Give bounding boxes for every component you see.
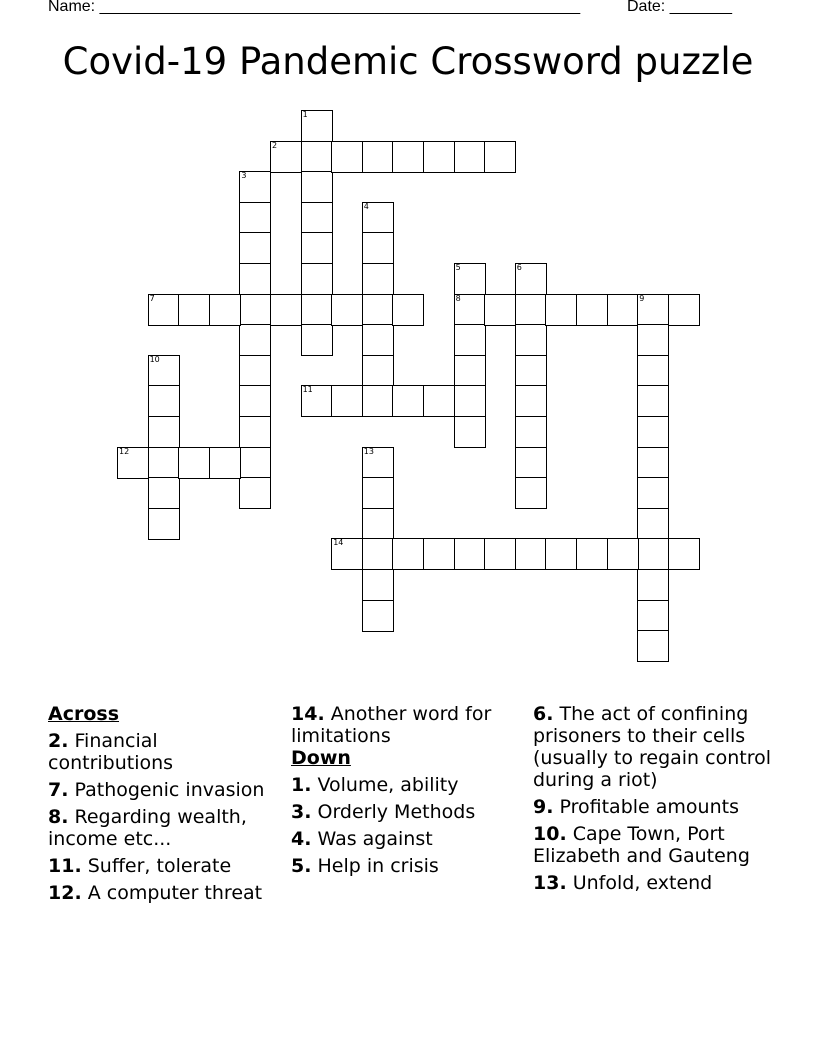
grid-cell[interactable] — [362, 294, 394, 326]
grid-cell[interactable] — [331, 141, 363, 173]
page-title: Covid-19 Pandemic Crossword puzzle — [62, 40, 754, 83]
grid-cell[interactable] — [301, 202, 333, 234]
across-clue-14: 14. Another word for limitations — [291, 703, 492, 747]
grid-cell[interactable] — [209, 294, 241, 326]
grid-cell[interactable] — [331, 294, 363, 326]
grid-cell[interactable] — [301, 294, 333, 326]
clue-number: 9 — [639, 293, 645, 303]
grid-cell[interactable] — [454, 355, 486, 387]
grid-cell[interactable] — [515, 324, 547, 356]
grid-cell[interactable] — [637, 447, 669, 479]
grid-cell[interactable] — [454, 324, 486, 356]
grid-cell[interactable] — [454, 141, 486, 173]
grid-cell[interactable] — [637, 294, 669, 326]
grid-cell[interactable] — [637, 508, 669, 540]
down-clue-9: 9. Profitable amounts — [533, 796, 739, 818]
grid-cell[interactable] — [239, 355, 271, 387]
grid-cell[interactable] — [637, 477, 669, 509]
across-clue-11: 11. Suffer, tolerate — [48, 855, 232, 877]
grid-cell[interactable] — [515, 294, 547, 326]
grid-cell[interactable] — [148, 294, 180, 326]
grid-cell[interactable] — [515, 447, 547, 479]
grid-cell[interactable] — [362, 263, 394, 295]
clue-number: 10 — [149, 354, 160, 364]
across-clue-8: 8. Regarding wealth, income etc... — [48, 806, 247, 850]
grid-cell[interactable] — [239, 232, 271, 264]
grid-cell[interactable] — [148, 477, 180, 509]
grid-cell[interactable] — [392, 294, 424, 326]
grid-cell[interactable] — [301, 141, 333, 173]
grid-cell[interactable] — [515, 416, 547, 448]
grid-cell[interactable] — [607, 294, 639, 326]
down-clue-3: 3. Orderly Methods — [291, 801, 476, 823]
grid-cell[interactable] — [668, 538, 700, 570]
clue-number: 13 — [363, 446, 374, 456]
grid-cell[interactable] — [362, 385, 394, 417]
grid-cell[interactable] — [637, 569, 669, 601]
grid-cell[interactable] — [301, 263, 333, 295]
grid-cell[interactable] — [209, 447, 241, 479]
grid-cell[interactable] — [362, 232, 394, 264]
clue-number: 14 — [333, 538, 344, 548]
grid-cell[interactable] — [362, 477, 394, 509]
grid-cell[interactable] — [362, 202, 394, 234]
grid-cell[interactable] — [117, 447, 149, 479]
clue-number: 8 — [455, 293, 461, 303]
clue-number: 12 — [119, 446, 130, 456]
grid-cell[interactable] — [239, 416, 271, 448]
grid-cell[interactable] — [362, 508, 394, 540]
grid-cell[interactable] — [362, 569, 394, 601]
grid-cell[interactable] — [362, 538, 394, 570]
down-clue-13: 13. Unfold, extend — [533, 872, 713, 894]
grid-cell[interactable] — [301, 385, 333, 417]
grid-cell[interactable] — [148, 416, 180, 448]
grid-cell[interactable] — [607, 538, 639, 570]
clues-column-3 — [533, 703, 773, 899]
grid-cell[interactable] — [454, 385, 486, 417]
grid-cell[interactable] — [148, 508, 180, 540]
grid-cell[interactable] — [515, 538, 547, 570]
grid-cell[interactable] — [545, 538, 577, 570]
across-clue-12: 12. A computer threat — [48, 882, 263, 904]
clue-number: 11 — [302, 385, 313, 395]
grid-cell[interactable] — [392, 538, 424, 570]
grid-cell[interactable] — [239, 385, 271, 417]
grid-cell[interactable] — [454, 294, 486, 326]
down-clue-6: 6. The act of confining prisoners to their cells (usually to regain control during a riot) — [533, 703, 772, 791]
grid-cell[interactable] — [545, 294, 577, 326]
grid-cell[interactable] — [484, 141, 516, 173]
grid-cell[interactable] — [454, 263, 486, 295]
grid-cell[interactable] — [239, 477, 271, 509]
grid-cell[interactable] — [515, 477, 547, 509]
grid-cell[interactable] — [637, 600, 669, 632]
grid-cell[interactable] — [515, 385, 547, 417]
grid-cell[interactable] — [362, 141, 394, 173]
grid-cell[interactable] — [239, 202, 271, 234]
grid-cell[interactable] — [301, 232, 333, 264]
grid-cell[interactable] — [637, 355, 669, 387]
grid-cell[interactable] — [301, 171, 333, 203]
grid-cell[interactable] — [392, 385, 424, 417]
grid-cell[interactable] — [423, 385, 455, 417]
grid-cell[interactable] — [423, 538, 455, 570]
grid-cell[interactable] — [178, 294, 210, 326]
grid-cell[interactable] — [270, 141, 302, 173]
grid-cell[interactable] — [239, 171, 271, 203]
grid-cell[interactable] — [362, 447, 394, 479]
down-heading: Down — [291, 747, 351, 769]
grid-cell[interactable] — [301, 110, 333, 142]
grid-cell[interactable] — [668, 294, 700, 326]
down-clue-4: 4. Was against — [291, 828, 433, 850]
grid-cell[interactable] — [515, 263, 547, 295]
grid-cell[interactable] — [637, 385, 669, 417]
grid-cell[interactable] — [637, 324, 669, 356]
grid-cell[interactable] — [637, 416, 669, 448]
down-clue-5: 5. Help in crisis — [291, 855, 439, 877]
grid-cell[interactable] — [637, 630, 669, 662]
grid-cell[interactable] — [239, 447, 271, 479]
grid-cell[interactable] — [362, 324, 394, 356]
clue-number: 6 — [516, 263, 522, 272]
date-line[interactable]: Date: _______ — [627, 0, 732, 15]
clues-column-2 — [291, 703, 526, 882]
across-heading: Across — [48, 703, 120, 725]
clue-number: 2 — [272, 140, 278, 150]
grid-cell[interactable] — [148, 447, 180, 479]
grid-cell[interactable] — [576, 538, 608, 570]
clue-number: 5 — [455, 263, 461, 272]
across-clue-7: 7. Pathogenic invasion — [48, 779, 265, 801]
grid-cell[interactable] — [454, 538, 486, 570]
grid-cell[interactable] — [239, 263, 271, 295]
grid-cell[interactable] — [392, 141, 424, 173]
name-line[interactable]: Name: ______________________________________________________ — [48, 0, 581, 15]
clue-number: 1 — [302, 110, 308, 119]
down-clue-10: 10. Cape Town, Port Elizabeth and Gauteng — [533, 823, 750, 867]
grid-cell[interactable] — [484, 294, 516, 326]
clue-number: 7 — [149, 293, 155, 303]
grid-cell[interactable] — [331, 385, 363, 417]
grid-cell[interactable] — [148, 385, 180, 417]
grid-cell[interactable] — [178, 447, 210, 479]
grid-cell[interactable] — [362, 355, 394, 387]
clue-number: 4 — [363, 201, 369, 211]
grid-cell[interactable] — [239, 294, 271, 326]
across-clue-2: 2. Financial contributions — [48, 730, 174, 774]
grid-cell[interactable] — [331, 538, 363, 570]
grid-cell[interactable] — [270, 294, 302, 326]
grid-cell[interactable] — [301, 324, 333, 356]
grid-cell[interactable] — [239, 324, 271, 356]
clues-column-1 — [48, 703, 283, 909]
grid-cell[interactable] — [576, 294, 608, 326]
clue-number: 3 — [241, 171, 247, 181]
grid-cell[interactable] — [148, 355, 180, 387]
grid-cell[interactable] — [484, 538, 516, 570]
down-clue-1: 1. Volume, ability — [291, 774, 459, 796]
grid-cell[interactable] — [637, 538, 669, 570]
grid-cell[interactable] — [454, 416, 486, 448]
grid-cell[interactable] — [423, 141, 455, 173]
grid-cell[interactable] — [362, 600, 394, 632]
grid-cell[interactable] — [515, 355, 547, 387]
